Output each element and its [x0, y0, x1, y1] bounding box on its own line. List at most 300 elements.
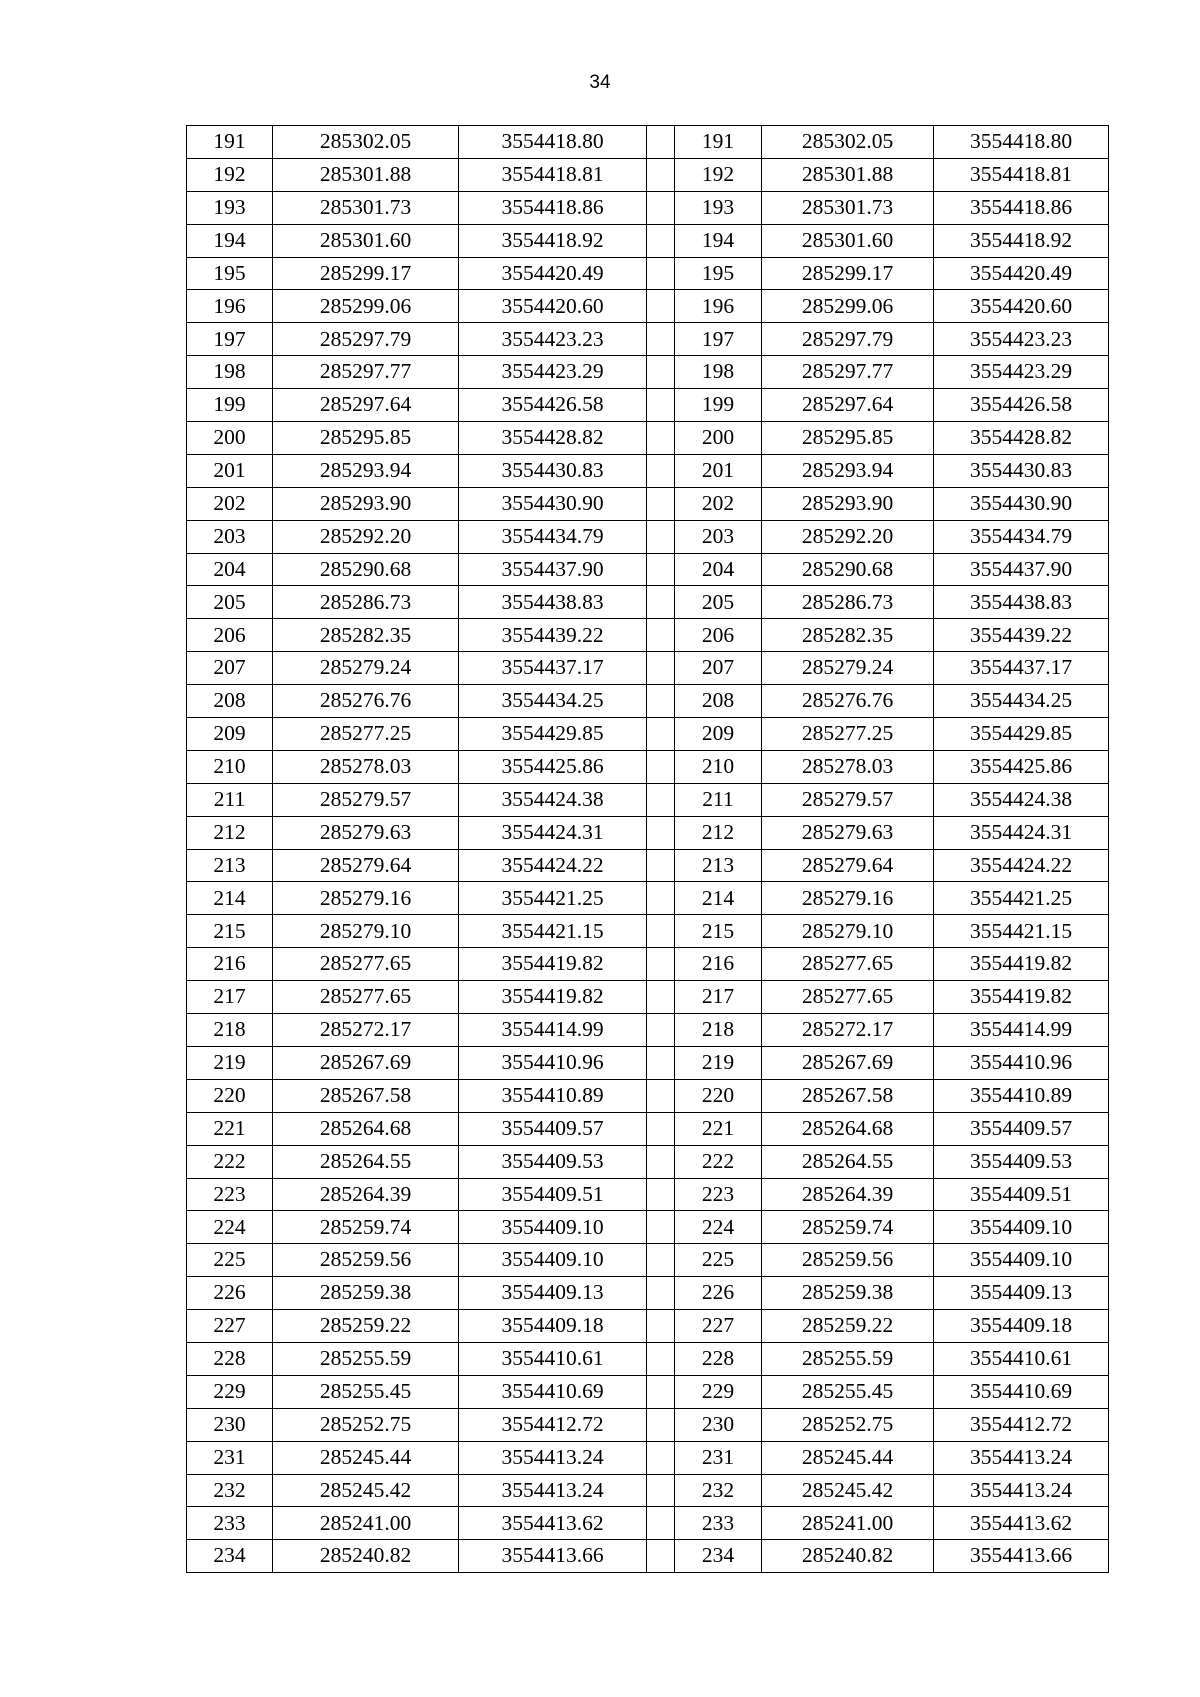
y-coordinate-cell: 3554426.58: [459, 389, 647, 422]
y-coordinate-cell: 3554437.90: [934, 553, 1109, 586]
x-coordinate-cell: 285301.60: [762, 224, 934, 257]
x-coordinate-cell: 285252.75: [273, 1408, 459, 1441]
point-number-cell: 197: [675, 323, 762, 356]
y-coordinate-cell: 3554412.72: [459, 1408, 647, 1441]
point-number-cell: 205: [675, 586, 762, 619]
y-coordinate-cell: 3554412.72: [934, 1408, 1109, 1441]
table-row: [187, 454, 1109, 487]
table-row: [187, 882, 1109, 915]
point-number-cell: 226: [675, 1277, 762, 1310]
point-number-cell: 200: [675, 422, 762, 455]
x-coordinate-cell: 285301.73: [273, 191, 459, 224]
y-coordinate-cell: 3554413.66: [934, 1540, 1109, 1573]
y-coordinate-cell: 3554421.15: [934, 915, 1109, 948]
x-coordinate-cell: 285293.90: [273, 487, 459, 520]
separator-cell: [647, 1441, 675, 1474]
separator-cell: [647, 1342, 675, 1375]
y-coordinate-cell: 3554409.18: [459, 1310, 647, 1343]
point-number-cell: 228: [675, 1342, 762, 1375]
separator-cell: [647, 685, 675, 718]
point-number-cell: 221: [675, 1112, 762, 1145]
point-number-cell: 221: [187, 1112, 273, 1145]
table-row: [187, 1277, 1109, 1310]
table-row: [187, 750, 1109, 783]
y-coordinate-cell: 3554413.62: [934, 1507, 1109, 1540]
separator-cell: [647, 1014, 675, 1047]
y-coordinate-cell: 3554419.82: [459, 981, 647, 1014]
x-coordinate-cell: 285264.39: [273, 1178, 459, 1211]
table-row: [187, 520, 1109, 553]
point-number-cell: 211: [675, 783, 762, 816]
point-number-cell: 227: [187, 1310, 273, 1343]
x-coordinate-cell: 285267.58: [762, 1079, 934, 1112]
point-number-cell: 212: [675, 816, 762, 849]
x-coordinate-cell: 285299.17: [762, 257, 934, 290]
separator-cell: [647, 1277, 675, 1310]
point-number-cell: 201: [675, 454, 762, 487]
y-coordinate-cell: 3554410.61: [934, 1342, 1109, 1375]
point-number-cell: 203: [187, 520, 273, 553]
x-coordinate-cell: 285290.68: [273, 553, 459, 586]
y-coordinate-cell: 3554410.69: [934, 1375, 1109, 1408]
x-coordinate-cell: 285297.64: [273, 389, 459, 422]
y-coordinate-cell: 3554425.86: [934, 750, 1109, 783]
table-row: [187, 257, 1109, 290]
x-coordinate-cell: 285264.68: [273, 1112, 459, 1145]
separator-cell: [647, 1540, 675, 1573]
x-coordinate-cell: 285279.57: [762, 783, 934, 816]
y-coordinate-cell: 3554409.57: [459, 1112, 647, 1145]
point-number-cell: 229: [187, 1375, 273, 1408]
point-number-cell: 194: [187, 224, 273, 257]
point-number-cell: 230: [675, 1408, 762, 1441]
coordinate-table-body: [187, 126, 1109, 1573]
point-number-cell: 196: [675, 290, 762, 323]
table-row: [187, 816, 1109, 849]
point-number-cell: 204: [187, 553, 273, 586]
separator-cell: [647, 1079, 675, 1112]
y-coordinate-cell: 3554418.86: [459, 191, 647, 224]
x-coordinate-cell: 285277.65: [273, 948, 459, 981]
y-coordinate-cell: 3554414.99: [459, 1014, 647, 1047]
point-number-cell: 207: [187, 652, 273, 685]
point-number-cell: 191: [187, 126, 273, 159]
point-number-cell: 193: [187, 191, 273, 224]
point-number-cell: 226: [187, 1277, 273, 1310]
table-row: [187, 981, 1109, 1014]
x-coordinate-cell: 285259.74: [762, 1211, 934, 1244]
table-row: [187, 487, 1109, 520]
x-coordinate-cell: 285278.03: [273, 750, 459, 783]
y-coordinate-cell: 3554419.82: [934, 948, 1109, 981]
y-coordinate-cell: 3554421.25: [934, 882, 1109, 915]
x-coordinate-cell: 285293.94: [762, 454, 934, 487]
x-coordinate-cell: 285255.45: [273, 1375, 459, 1408]
y-coordinate-cell: 3554430.90: [934, 487, 1109, 520]
y-coordinate-cell: 3554434.79: [459, 520, 647, 553]
separator-cell: [647, 191, 675, 224]
x-coordinate-cell: 285259.22: [273, 1310, 459, 1343]
x-coordinate-cell: 285286.73: [762, 586, 934, 619]
point-number-cell: 197: [187, 323, 273, 356]
x-coordinate-cell: 285264.68: [762, 1112, 934, 1145]
separator-cell: [647, 520, 675, 553]
y-coordinate-cell: 3554410.96: [934, 1046, 1109, 1079]
point-number-cell: 210: [187, 750, 273, 783]
x-coordinate-cell: 285293.94: [273, 454, 459, 487]
point-number-cell: 198: [675, 356, 762, 389]
x-coordinate-cell: 285290.68: [762, 553, 934, 586]
separator-cell: [647, 1244, 675, 1277]
point-number-cell: 200: [187, 422, 273, 455]
point-number-cell: 230: [187, 1408, 273, 1441]
point-number-cell: 233: [675, 1507, 762, 1540]
x-coordinate-cell: 285277.25: [762, 718, 934, 751]
x-coordinate-cell: 285297.79: [762, 323, 934, 356]
separator-cell: [647, 948, 675, 981]
x-coordinate-cell: 285259.38: [273, 1277, 459, 1310]
table-row: [187, 553, 1109, 586]
x-coordinate-cell: 285279.57: [273, 783, 459, 816]
y-coordinate-cell: 3554413.24: [459, 1474, 647, 1507]
point-number-cell: 231: [675, 1441, 762, 1474]
y-coordinate-cell: 3554421.25: [459, 882, 647, 915]
table-row: [187, 783, 1109, 816]
table-row: [187, 948, 1109, 981]
point-number-cell: 231: [187, 1441, 273, 1474]
point-number-cell: 196: [187, 290, 273, 323]
y-coordinate-cell: 3554424.22: [934, 849, 1109, 882]
x-coordinate-cell: 285302.05: [273, 126, 459, 159]
y-coordinate-cell: 3554409.51: [934, 1178, 1109, 1211]
y-coordinate-cell: 3554439.22: [934, 619, 1109, 652]
y-coordinate-cell: 3554423.29: [459, 356, 647, 389]
separator-cell: [647, 1310, 675, 1343]
y-coordinate-cell: 3554428.82: [459, 422, 647, 455]
point-number-cell: 192: [675, 158, 762, 191]
y-coordinate-cell: 3554428.82: [934, 422, 1109, 455]
table-row: [187, 389, 1109, 422]
x-coordinate-cell: 285297.79: [273, 323, 459, 356]
x-coordinate-cell: 285252.75: [762, 1408, 934, 1441]
y-coordinate-cell: 3554424.31: [459, 816, 647, 849]
point-number-cell: 210: [675, 750, 762, 783]
coordinate-table: [186, 125, 1109, 1573]
x-coordinate-cell: 285279.16: [273, 882, 459, 915]
point-number-cell: 217: [187, 981, 273, 1014]
point-number-cell: 219: [187, 1046, 273, 1079]
separator-cell: [647, 849, 675, 882]
y-coordinate-cell: 3554409.53: [459, 1145, 647, 1178]
separator-cell: [647, 1507, 675, 1540]
y-coordinate-cell: 3554409.13: [459, 1277, 647, 1310]
x-coordinate-cell: 285245.42: [762, 1474, 934, 1507]
y-coordinate-cell: 3554430.90: [459, 487, 647, 520]
y-coordinate-cell: 3554423.23: [934, 323, 1109, 356]
y-coordinate-cell: 3554437.17: [459, 652, 647, 685]
x-coordinate-cell: 285259.38: [762, 1277, 934, 1310]
y-coordinate-cell: 3554426.58: [934, 389, 1109, 422]
table-row: [187, 718, 1109, 751]
separator-cell: [647, 1046, 675, 1079]
y-coordinate-cell: 3554409.10: [934, 1211, 1109, 1244]
point-number-cell: 224: [675, 1211, 762, 1244]
point-number-cell: 219: [675, 1046, 762, 1079]
point-number-cell: 214: [675, 882, 762, 915]
table-row: [187, 652, 1109, 685]
point-number-cell: 202: [675, 487, 762, 520]
x-coordinate-cell: 285277.65: [762, 948, 934, 981]
y-coordinate-cell: 3554413.62: [459, 1507, 647, 1540]
y-coordinate-cell: 3554420.49: [459, 257, 647, 290]
y-coordinate-cell: 3554410.89: [934, 1079, 1109, 1112]
x-coordinate-cell: 285297.77: [762, 356, 934, 389]
table-row: [187, 1079, 1109, 1112]
table-row: [187, 1408, 1109, 1441]
point-number-cell: 217: [675, 981, 762, 1014]
separator-cell: [647, 652, 675, 685]
point-number-cell: 203: [675, 520, 762, 553]
y-coordinate-cell: 3554409.57: [934, 1112, 1109, 1145]
x-coordinate-cell: 285272.17: [273, 1014, 459, 1047]
point-number-cell: 214: [187, 882, 273, 915]
y-coordinate-cell: 3554409.18: [934, 1310, 1109, 1343]
x-coordinate-cell: 285299.17: [273, 257, 459, 290]
y-coordinate-cell: 3554409.10: [459, 1211, 647, 1244]
separator-cell: [647, 1211, 675, 1244]
x-coordinate-cell: 285279.64: [273, 849, 459, 882]
separator-cell: [647, 1474, 675, 1507]
y-coordinate-cell: 3554424.31: [934, 816, 1109, 849]
y-coordinate-cell: 3554434.79: [934, 520, 1109, 553]
x-coordinate-cell: 285279.16: [762, 882, 934, 915]
x-coordinate-cell: 285279.24: [273, 652, 459, 685]
table-row: [187, 356, 1109, 389]
point-number-cell: 194: [675, 224, 762, 257]
separator-cell: [647, 750, 675, 783]
point-number-cell: 209: [187, 718, 273, 751]
x-coordinate-cell: 285277.65: [273, 981, 459, 1014]
y-coordinate-cell: 3554418.81: [459, 158, 647, 191]
y-coordinate-cell: 3554418.92: [459, 224, 647, 257]
point-number-cell: 191: [675, 126, 762, 159]
x-coordinate-cell: 285297.64: [762, 389, 934, 422]
x-coordinate-cell: 285299.06: [273, 290, 459, 323]
y-coordinate-cell: 3554419.82: [934, 981, 1109, 1014]
separator-cell: [647, 323, 675, 356]
point-number-cell: 220: [187, 1079, 273, 1112]
x-coordinate-cell: 285255.59: [762, 1342, 934, 1375]
y-coordinate-cell: 3554410.89: [459, 1079, 647, 1112]
y-coordinate-cell: 3554418.81: [934, 158, 1109, 191]
x-coordinate-cell: 285277.65: [762, 981, 934, 1014]
separator-cell: [647, 422, 675, 455]
table-row: [187, 1046, 1109, 1079]
x-coordinate-cell: 285267.58: [273, 1079, 459, 1112]
y-coordinate-cell: 3554425.86: [459, 750, 647, 783]
y-coordinate-cell: 3554410.61: [459, 1342, 647, 1375]
table-row: [187, 422, 1109, 455]
point-number-cell: 218: [187, 1014, 273, 1047]
table-row: [187, 619, 1109, 652]
x-coordinate-cell: 285282.35: [762, 619, 934, 652]
point-number-cell: 213: [675, 849, 762, 882]
point-number-cell: 195: [187, 257, 273, 290]
x-coordinate-cell: 285245.44: [273, 1441, 459, 1474]
table-row: [187, 1441, 1109, 1474]
separator-cell: [647, 224, 675, 257]
y-coordinate-cell: 3554423.23: [459, 323, 647, 356]
separator-cell: [647, 1145, 675, 1178]
point-number-cell: 199: [675, 389, 762, 422]
x-coordinate-cell: 285240.82: [762, 1540, 934, 1573]
table-row: [187, 1507, 1109, 1540]
table-row: [187, 323, 1109, 356]
x-coordinate-cell: 285264.55: [273, 1145, 459, 1178]
y-coordinate-cell: 3554437.90: [459, 553, 647, 586]
y-coordinate-cell: 3554418.80: [934, 126, 1109, 159]
x-coordinate-cell: 285279.63: [762, 816, 934, 849]
y-coordinate-cell: 3554424.22: [459, 849, 647, 882]
separator-cell: [647, 158, 675, 191]
table-row: [187, 1014, 1109, 1047]
table-row: [187, 1540, 1109, 1573]
y-coordinate-cell: 3554420.60: [934, 290, 1109, 323]
y-coordinate-cell: 3554413.66: [459, 1540, 647, 1573]
point-number-cell: 216: [187, 948, 273, 981]
x-coordinate-cell: 285277.25: [273, 718, 459, 751]
point-number-cell: 222: [187, 1145, 273, 1178]
x-coordinate-cell: 285255.45: [762, 1375, 934, 1408]
x-coordinate-cell: 285241.00: [273, 1507, 459, 1540]
y-coordinate-cell: 3554418.92: [934, 224, 1109, 257]
table-row: [187, 586, 1109, 619]
x-coordinate-cell: 285278.03: [762, 750, 934, 783]
separator-cell: [647, 356, 675, 389]
y-coordinate-cell: 3554410.69: [459, 1375, 647, 1408]
separator-cell: [647, 454, 675, 487]
x-coordinate-cell: 285302.05: [762, 126, 934, 159]
y-coordinate-cell: 3554414.99: [934, 1014, 1109, 1047]
y-coordinate-cell: 3554409.51: [459, 1178, 647, 1211]
x-coordinate-cell: 285259.56: [762, 1244, 934, 1277]
y-coordinate-cell: 3554413.24: [934, 1441, 1109, 1474]
point-number-cell: 225: [187, 1244, 273, 1277]
x-coordinate-cell: 285276.76: [762, 685, 934, 718]
separator-cell: [647, 257, 675, 290]
y-coordinate-cell: 3554434.25: [934, 685, 1109, 718]
y-coordinate-cell: 3554424.38: [934, 783, 1109, 816]
table-row: [187, 290, 1109, 323]
separator-cell: [647, 981, 675, 1014]
table-row: [187, 1178, 1109, 1211]
x-coordinate-cell: 285293.90: [762, 487, 934, 520]
point-number-cell: 206: [187, 619, 273, 652]
separator-cell: [647, 915, 675, 948]
point-number-cell: 232: [187, 1474, 273, 1507]
table-row: [187, 685, 1109, 718]
x-coordinate-cell: 285264.55: [762, 1145, 934, 1178]
separator-cell: [647, 126, 675, 159]
table-row: [187, 1145, 1109, 1178]
point-number-cell: 220: [675, 1079, 762, 1112]
y-coordinate-cell: 3554410.96: [459, 1046, 647, 1079]
separator-cell: [647, 389, 675, 422]
table-row: [187, 1310, 1109, 1343]
point-number-cell: 234: [187, 1540, 273, 1573]
separator-cell: [647, 487, 675, 520]
x-coordinate-cell: 285292.20: [273, 520, 459, 553]
y-coordinate-cell: 3554423.29: [934, 356, 1109, 389]
x-coordinate-cell: 285282.35: [273, 619, 459, 652]
point-number-cell: 208: [675, 685, 762, 718]
x-coordinate-cell: 285301.88: [762, 158, 934, 191]
x-coordinate-cell: 285292.20: [762, 520, 934, 553]
point-number-cell: 201: [187, 454, 273, 487]
point-number-cell: 195: [675, 257, 762, 290]
y-coordinate-cell: 3554421.15: [459, 915, 647, 948]
separator-cell: [647, 816, 675, 849]
x-coordinate-cell: 285279.10: [273, 915, 459, 948]
table-row: [187, 126, 1109, 159]
x-coordinate-cell: 285286.73: [273, 586, 459, 619]
point-number-cell: 228: [187, 1342, 273, 1375]
table-row: [187, 1244, 1109, 1277]
y-coordinate-cell: 3554413.24: [459, 1441, 647, 1474]
x-coordinate-cell: 285301.60: [273, 224, 459, 257]
separator-cell: [647, 553, 675, 586]
point-number-cell: 229: [675, 1375, 762, 1408]
table-row: [187, 1211, 1109, 1244]
point-number-cell: 215: [187, 915, 273, 948]
y-coordinate-cell: 3554438.83: [934, 586, 1109, 619]
x-coordinate-cell: 285264.39: [762, 1178, 934, 1211]
x-coordinate-cell: 285295.85: [762, 422, 934, 455]
x-coordinate-cell: 285240.82: [273, 1540, 459, 1573]
x-coordinate-cell: 285279.63: [273, 816, 459, 849]
table-row: [187, 158, 1109, 191]
table-row: [187, 849, 1109, 882]
point-number-cell: 205: [187, 586, 273, 619]
x-coordinate-cell: 285276.76: [273, 685, 459, 718]
y-coordinate-cell: 3554409.13: [934, 1277, 1109, 1310]
x-coordinate-cell: 285272.17: [762, 1014, 934, 1047]
table-row: [187, 224, 1109, 257]
table-row: [187, 1342, 1109, 1375]
x-coordinate-cell: 285297.77: [273, 356, 459, 389]
point-number-cell: 211: [187, 783, 273, 816]
point-number-cell: 202: [187, 487, 273, 520]
x-coordinate-cell: 285259.22: [762, 1310, 934, 1343]
point-number-cell: 208: [187, 685, 273, 718]
point-number-cell: 227: [675, 1310, 762, 1343]
separator-cell: [647, 1178, 675, 1211]
x-coordinate-cell: 285245.42: [273, 1474, 459, 1507]
point-number-cell: 192: [187, 158, 273, 191]
x-coordinate-cell: 285241.00: [762, 1507, 934, 1540]
x-coordinate-cell: 285279.64: [762, 849, 934, 882]
separator-cell: [647, 718, 675, 751]
table-row: [187, 1112, 1109, 1145]
x-coordinate-cell: 285299.06: [762, 290, 934, 323]
point-number-cell: 224: [187, 1211, 273, 1244]
point-number-cell: 222: [675, 1145, 762, 1178]
y-coordinate-cell: 3554413.24: [934, 1474, 1109, 1507]
y-coordinate-cell: 3554429.85: [459, 718, 647, 751]
y-coordinate-cell: 3554429.85: [934, 718, 1109, 751]
x-coordinate-cell: 285279.10: [762, 915, 934, 948]
table-row: [187, 1375, 1109, 1408]
